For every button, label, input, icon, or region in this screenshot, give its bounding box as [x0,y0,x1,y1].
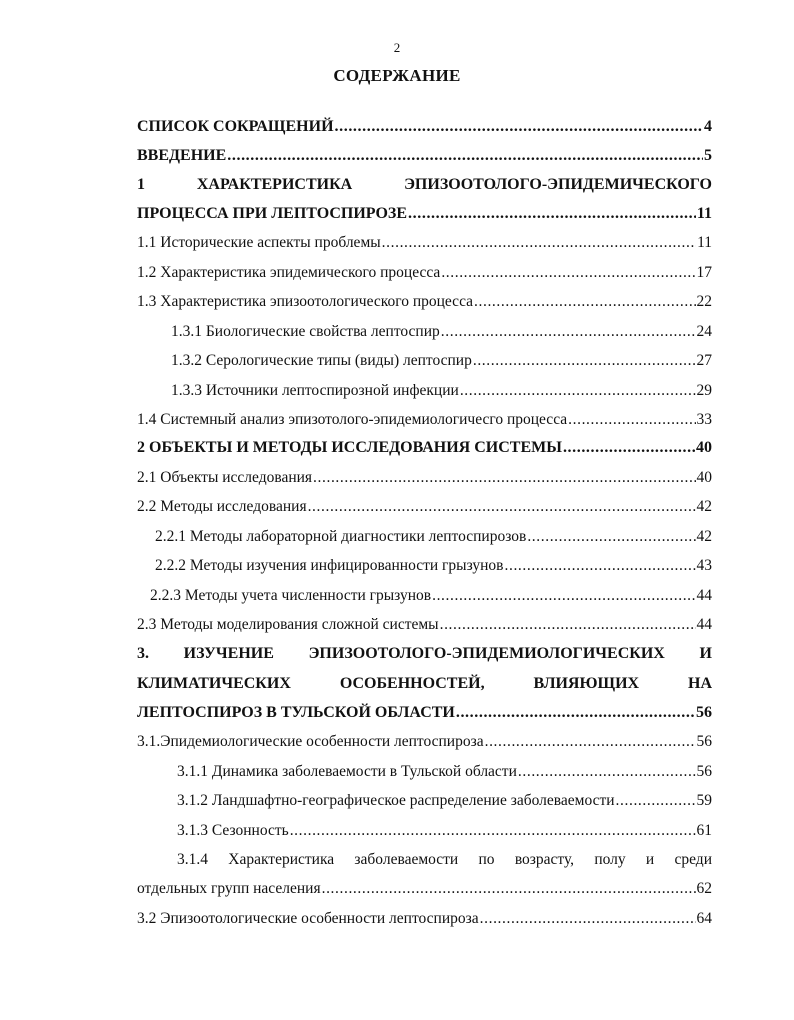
toc-entry-3-2[interactable]: 3.2 Эпизоотологические особенности лептоспироза ..... 64 [137,908,712,930]
toc-entry-3-1[interactable]: 3.1.Эпидемиологические особенности лептоспироза ..... 56 [137,731,712,753]
page-title: СОДЕРЖАНИЕ [333,66,461,85]
toc-entry-2-2-3[interactable]: 2.2.3 Методы учета численности грызунов ..... 44 [150,585,712,607]
toc-entry-1-3-2[interactable]: 1.3.2 Серологические типы (виды) лептоспир ..... 27 [171,350,712,372]
toc-entry-2-3[interactable]: 2.3 Методы моделирования сложной системы ..... 44 [137,614,712,636]
toc-entry-1-4[interactable]: 1.4 Системный анализ эпизотолого-эпидемиологичесго процесса ..... 33 [137,409,712,431]
toc-entry-3-1-4[interactable]: отдельных групп населения ..... 62 [137,878,712,900]
toc-entry-introduction[interactable]: ВВЕДЕНИЕ ..... 5 [137,145,712,167]
toc-entry-2-2-2[interactable]: 2.2.2 Методы изучения инфицированности грызунов ..... 43 [155,555,712,577]
toc-entry-3-1-1[interactable]: 3.1.1 Динамика заболеваемости в Тульской области ..... 56 [177,761,712,783]
toc-entry-chapter-2[interactable]: 2 ОБЪЕКТЫ И МЕТОДЫ ИССЛЕДОВАНИЯ СИСТЕМЫ ..... 40 [137,437,712,459]
toc-entry-chapter-1[interactable]: ПРОЦЕССА ПРИ ЛЕПТОСПИРОЗЕ ..... 11 [137,203,712,225]
toc-entry-1-3-3[interactable]: 1.3.3 Источники лептоспирозной инфекции ..... 29 [171,380,712,402]
page-number: 2 [393,40,401,55]
toc-entry-chapter-3-line-2[interactable]: КЛИМАТИЧЕСКИХ ОСОБЕННОСТЕЙ, ВЛИЯЮЩИХ НА [137,675,712,692]
toc-entry-chapter-3[interactable]: ЛЕПТОСПИРОЗ В ТУЛЬСКОЙ ОБЛАСТИ ..... 56 [137,702,712,724]
toc-entry-3-1-2[interactable]: 3.1.2 Ландшафтно-географическое распределение заболеваемости ..... 59 [177,790,712,812]
toc-entry-chapter-1-line-1[interactable]: 1 ХАРАКТЕРИСТИКА ЭПИЗООТОЛОГО-ЭПИДЕМИЧЕСКОГО [137,176,712,193]
toc-entry-3-1-4-line-1[interactable]: 3.1.4 Характеристика заболеваемости по возрасту, полу и среди [177,851,712,868]
toc-entry-2-1[interactable]: 2.1 Объекты исследования ..... 40 [137,467,712,489]
toc-entry-2-2[interactable]: 2.2 Методы исследования ..... 42 [137,496,712,518]
toc-entry-abbreviations[interactable]: СПИСОК СОКРАЩЕНИЙ ..... 4 [137,116,712,138]
toc-entry-1-3[interactable]: 1.3 Характеристика эпизоотологического процесса ..... 22 [137,291,712,313]
toc-entry-3-1-3[interactable]: 3.1.3 Сезонность ..... 61 [177,820,712,842]
toc-entry-2-2-1[interactable]: 2.2.1 Методы лабораторной диагностики лептоспирозов ..... 42 [155,526,712,548]
toc-entry-1-1[interactable]: 1.1 Исторические аспекты проблемы ..... 11 [137,232,712,254]
toc-entry-chapter-3-line-1[interactable]: 3. ИЗУЧЕНИЕ ЭПИЗООТОЛОГО-ЭПИДЕМИОЛОГИЧЕСКИХ И [137,645,712,662]
toc-entry-1-2[interactable]: 1.2 Характеристика эпидемического процесса ..... 17 [137,262,712,284]
toc-entry-1-3-1[interactable]: 1.3.1 Биологические свойства лептоспир ..... 24 [171,321,712,343]
